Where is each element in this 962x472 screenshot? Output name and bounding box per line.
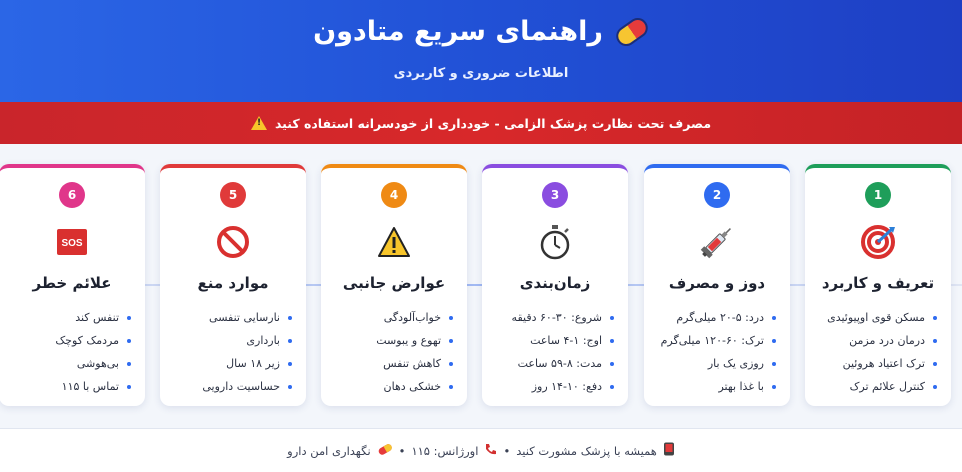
- sos-icon: [0, 222, 145, 262]
- card-number-badge: 1: [865, 182, 891, 208]
- warning-text: مصرف تحت نظارت پزشک الزامی - خودداری از خودسرانه استفاده کنید: [274, 115, 712, 131]
- list-item: کنترل علائم ترک: [811, 375, 937, 398]
- card-title: زمان‌بندی: [519, 274, 591, 292]
- card-number-badge: 2: [704, 182, 730, 208]
- card-title: علائم خطر: [32, 274, 112, 292]
- list-item: مردمک کوچک: [5, 329, 131, 352]
- card-list: [482, 306, 628, 398]
- card-number-badge: 3: [542, 182, 568, 208]
- card-list: [644, 306, 790, 398]
- list-item: زیر ۱۸ سال: [166, 352, 292, 375]
- footer-emergency: اورژانس: ۱۱۵: [411, 443, 479, 458]
- list-item: تهوع و یبوست: [327, 329, 453, 352]
- prohibited-icon: [160, 222, 306, 262]
- info-card: [321, 164, 467, 406]
- card-title: عوارض جانبی: [342, 274, 446, 292]
- list-item: شروع: ۳۰-۶۰ دقیقه: [488, 306, 614, 329]
- title-row: [0, 16, 962, 47]
- list-item: ترک اعتیاد هروئین: [811, 352, 937, 375]
- list-item: ترک: ۶۰-۱۲۰ میلی‌گرم: [650, 329, 776, 352]
- warning-icon: [251, 116, 267, 130]
- list-item: نارسایی تنفسی: [166, 306, 292, 329]
- card-list: [805, 306, 951, 398]
- list-item: حساسیت دارویی: [166, 375, 292, 398]
- card-number-badge: 5: [220, 182, 246, 208]
- info-card: [482, 164, 628, 406]
- list-item: روزی یک بار: [650, 352, 776, 375]
- card-title: تعریف و کاربرد: [821, 274, 935, 292]
- footer-dot: •: [503, 443, 511, 458]
- list-item: تنفس کند: [5, 306, 131, 329]
- list-item: بارداری: [166, 329, 292, 352]
- info-card: [644, 164, 790, 406]
- card-title: دوز و مصرف: [668, 274, 766, 292]
- footer-dot: •: [398, 443, 406, 458]
- page-title: راهنمای سریع متادون: [313, 16, 603, 47]
- list-item: خواب‌آلودگی: [327, 306, 453, 329]
- info-card: [805, 164, 951, 406]
- pill-small-icon: [377, 443, 393, 458]
- page-footer: [0, 428, 962, 472]
- card-list: [160, 306, 306, 398]
- card-list: [321, 306, 467, 398]
- list-item: تماس با ۱۱۵: [5, 375, 131, 398]
- list-item: مسکن قوی اوپیوئیدی: [811, 306, 937, 329]
- phone-icon: [663, 442, 675, 459]
- stopwatch-icon: [482, 222, 628, 262]
- warning-banner: [0, 102, 962, 144]
- list-item: درمان درد مزمن: [811, 329, 937, 352]
- card-number-badge: 6: [59, 182, 85, 208]
- list-item: دفع: ۱۰-۱۴ روز: [488, 375, 614, 398]
- card-list: [0, 306, 145, 398]
- list-item: مدت: ۸-۵۹ ساعت: [488, 352, 614, 375]
- card-number-badge: 4: [381, 182, 407, 208]
- info-card: [0, 164, 145, 406]
- page-header: [0, 0, 962, 102]
- info-card: [160, 164, 306, 406]
- card-title: موارد منع: [197, 274, 269, 292]
- syringe-icon: [644, 222, 790, 262]
- target-icon: [805, 222, 951, 262]
- list-item: اوج: ۱-۴ ساعت: [488, 329, 614, 352]
- list-item: با غذا بهتر: [650, 375, 776, 398]
- list-item: درد: ۵-۲۰ میلی‌گرم: [650, 306, 776, 329]
- telephone-icon: [484, 443, 497, 459]
- list-item: کاهش تنفس: [327, 352, 453, 375]
- warning-icon: [321, 222, 467, 262]
- list-item: خشکی دهان: [327, 375, 453, 398]
- pill-icon: [612, 14, 651, 50]
- cards-row: [0, 164, 962, 406]
- svg-text:SOS: SOS: [61, 238, 83, 249]
- list-item: بی‌هوشی: [5, 352, 131, 375]
- footer-consult: همیشه با پزشک مشورت کنید: [516, 443, 657, 458]
- footer-storage: نگهداری امن دارو: [287, 443, 371, 458]
- page-subtitle: اطلاعات ضروری و کاربردی: [393, 66, 569, 81]
